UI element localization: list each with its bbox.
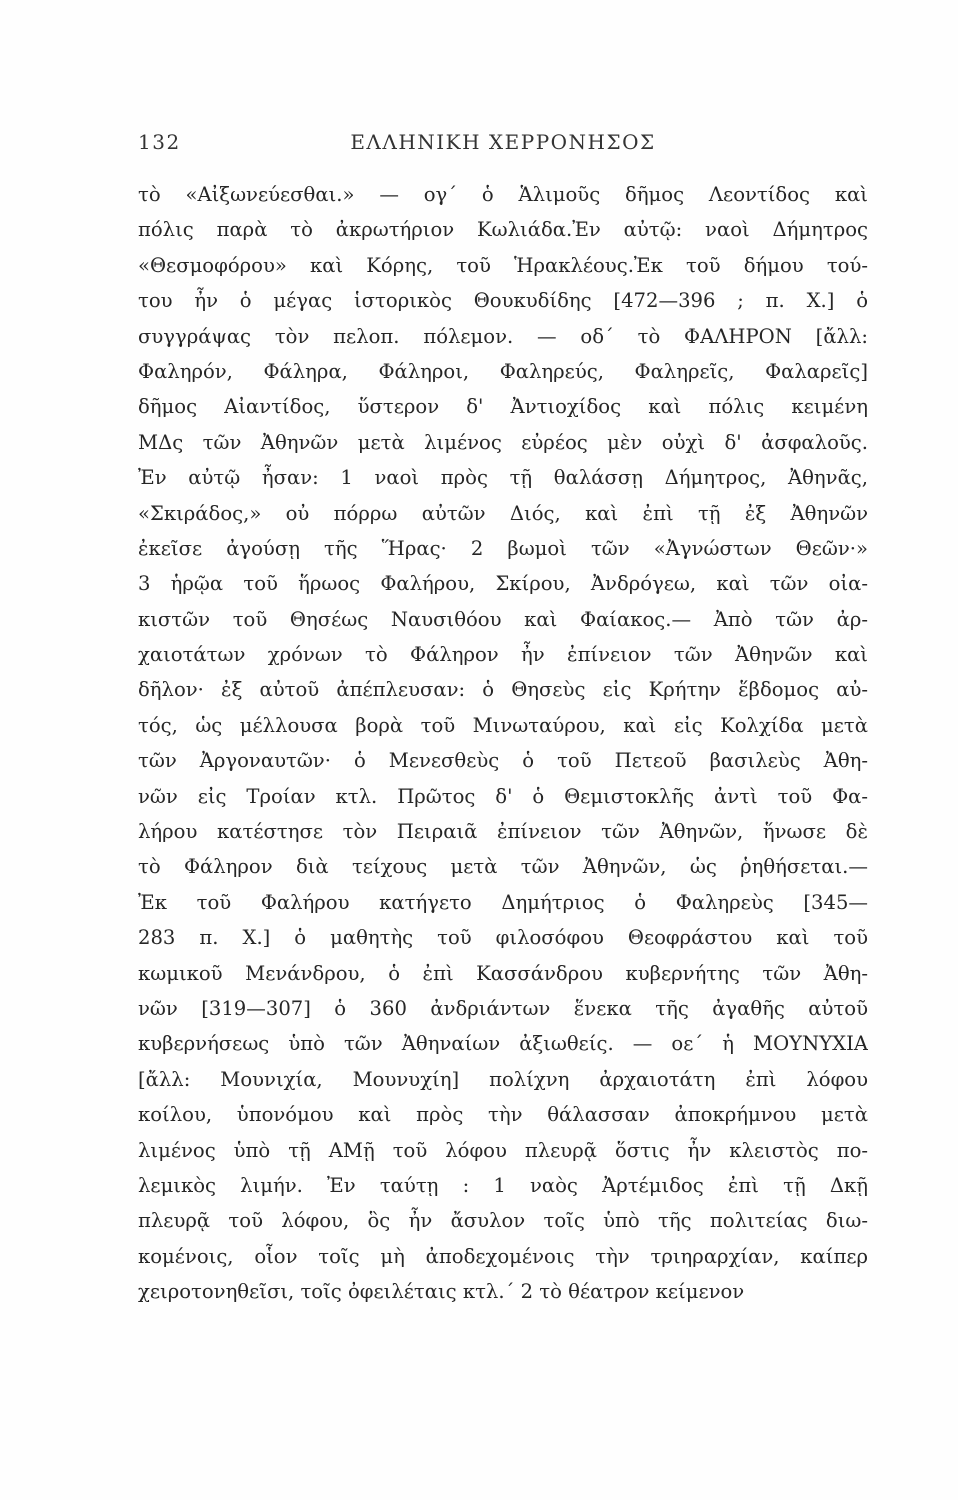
text-line: συγγράψας τὸν πελοπ. πόλεμον. — οδ΄ τὸ ΦΑΛΗΡΟΝ [ἄλλ: — [138, 324, 868, 348]
text-line: ἐκεῖσε ἀγούσῃ τῆς Ἥρας· 2 βωμοὶ τῶν «Ἀγνώστων Θεῶν·» — [138, 536, 868, 560]
running-head — [138, 130, 868, 160]
text-line: δῆλον· ἐξ αὐτοῦ ἀπέπλευσαν: ὁ Θησεὺς εἰς Κρήτην ἕβδομος αὐ- — [138, 678, 868, 702]
text-line: πλευρᾷ τοῦ λόφου, ὃς ἦν ἄσυλον τοῖς ὑπὸ τῆς πολιτείας διω- — [138, 1209, 868, 1233]
text-line: λεμικὸς λιμήν. Ἐν ταύτῃ : 1 ναὸς Ἀρτέμιδος ἐπὶ τῇ Δκῇ — [138, 1173, 868, 1197]
text-line: πόλις παρὰ τὸ ἀκρωτήριον Κωλιάδα.Ἐν αὐτῷ: ναοὶ Δήμητρος — [138, 218, 868, 242]
text-line: «Σκιράδος,» οὐ πόρρω αὐτῶν Διός, καὶ ἐπὶ τῇ ἐξ Ἀθηνῶν — [138, 501, 868, 525]
text-line: τός, ὡς μέλλουσα βορὰ τοῦ Μινωταύρου, καὶ εἰς Κολχίδα μετὰ — [138, 713, 868, 737]
text-line: τῶν Ἀργοναυτῶν· ὁ Μενεσθεὺς ὁ τοῦ Πετεοῦ βασιλεὺς Ἀθη- — [138, 749, 868, 773]
text-line: Φαληρόν, Φάληρα, Φάληροι, Φαληρεύς, Φαληρεῖς, Φαλαρεῖς] — [138, 359, 868, 383]
text-line: 283 π. Χ.] ὁ μαθητὴς τοῦ φιλοσόφου Θεοφράστου καὶ τοῦ — [138, 926, 868, 950]
text-line: κιστῶν τοῦ Θησέως Ναυσιθόου καὶ Φαίακος.— Ἀπὸ τῶν ἀρ- — [138, 607, 868, 631]
text-line: λιμένος ὑπὸ τῇ ΑΜῇ τοῦ λόφου πλευρᾷ ὅστις ἦν κλειστὸς πο- — [138, 1138, 868, 1162]
text-line: Ἐν αὐτῷ ἦσαν: 1 ναοὶ πρὸς τῇ θαλάσσῃ Δήμητρος, Ἀθηνᾶς, — [138, 466, 868, 490]
text-line: 3 ἡρῷα τοῦ ἥρωος Φαλήρου, Σκίρου, Ἀνδρόγεω, καὶ τῶν οἰα- — [138, 572, 868, 596]
body-text — [138, 177, 868, 1310]
text-line: του ἦν ὁ μέγας ἱστορικὸς Θουκυδίδης [472—396 ; π. Χ.] ὁ — [138, 289, 868, 313]
text-line: ΜΔς τῶν Ἀθηνῶν μετὰ λιμένος εὐρέος μὲν οὐχὶ δ' ἀσφαλοῦς. — [138, 430, 868, 454]
text-line: «Θεσμοφόρου» καὶ Κόρης, τοῦ Ἡρακλέους.Ἐκ τοῦ δήμου τού- — [138, 253, 868, 277]
text-line: Ἐκ τοῦ Φαλήρου κατήγετο Δημήτριος ὁ Φαληρεὺς [345— — [138, 890, 868, 914]
text-line: τὸ «Αἰξωνεύεσθαι.» — ογ΄ ὁ Ἁλιμοῦς δῆμος Λεοντίδος καὶ — [138, 183, 868, 206]
text-line: κοίλου, ὑπονόμου καὶ πρὸς τὴν θάλασσαν ἀποκρήμνου μετὰ — [138, 1103, 868, 1127]
text-line: τὸ Φάληρον διὰ τείχους μετὰ τῶν Ἀθηνῶν, ὡς ῥηθήσεται.— — [138, 855, 868, 879]
running-title: ΕΛΛΗΝΙΚΗ ΧΕΡΡΟΝΗΣΟΣ — [350, 130, 656, 154]
text-line: δῆμος Αἰαντίδος, ὕστερον δ' Ἀντιοχίδος καὶ πόλις κειμένη — [138, 395, 868, 419]
text-line: νῶν εἰς Τροίαν κτλ. Πρῶτος δ' ὁ Θεμιστοκλῆς ἀντὶ τοῦ Φα- — [138, 784, 868, 808]
text-line: κομένοις, οἷον τοῖς μὴ ἀποδεχομένοις τὴν τριηραρχίαν, καίπερ — [138, 1244, 868, 1268]
text-line: χειροτονηθεῖσι, τοῖς ὀφειλέταις κτλ.΄ 2 τὸ θέατρον κείμενον — [138, 1280, 745, 1304]
text-line: [ἄλλ: Μουνιχία, Μουνυχίη] πολίχνη ἀρχαιοτάτη ἐπὶ λόφου — [138, 1067, 868, 1091]
text-line: κωμικοῦ Μενάνδρου, ὁ ἐπὶ Κασσάνδρου κυβερνήτης τῶν Ἀθη- — [138, 961, 868, 985]
text-line: κυβερνήσεως ὑπὸ τῶν Ἀθηναίων ἀξιωθείς. — οε΄ ἡ ΜΟΥΝΥΧΙΑ — [138, 1032, 868, 1056]
text-line: χαιοτάτων χρόνων τὸ Φάληρον ἦν ἐπίνειον τῶν Ἀθηνῶν καὶ — [138, 643, 868, 667]
text-line: λήρου κατέστησε τὸν Πειραιᾶ ἐπίνειον τῶν Ἀθηνῶν, ἥνωσε δὲ — [138, 820, 868, 844]
text-line: νῶν [319—307] ὁ 360 ἀνδριάντων ἕνεκα τῆς ἀγαθῆς αὐτοῦ — [138, 996, 868, 1020]
page-number: 132 — [138, 130, 181, 154]
